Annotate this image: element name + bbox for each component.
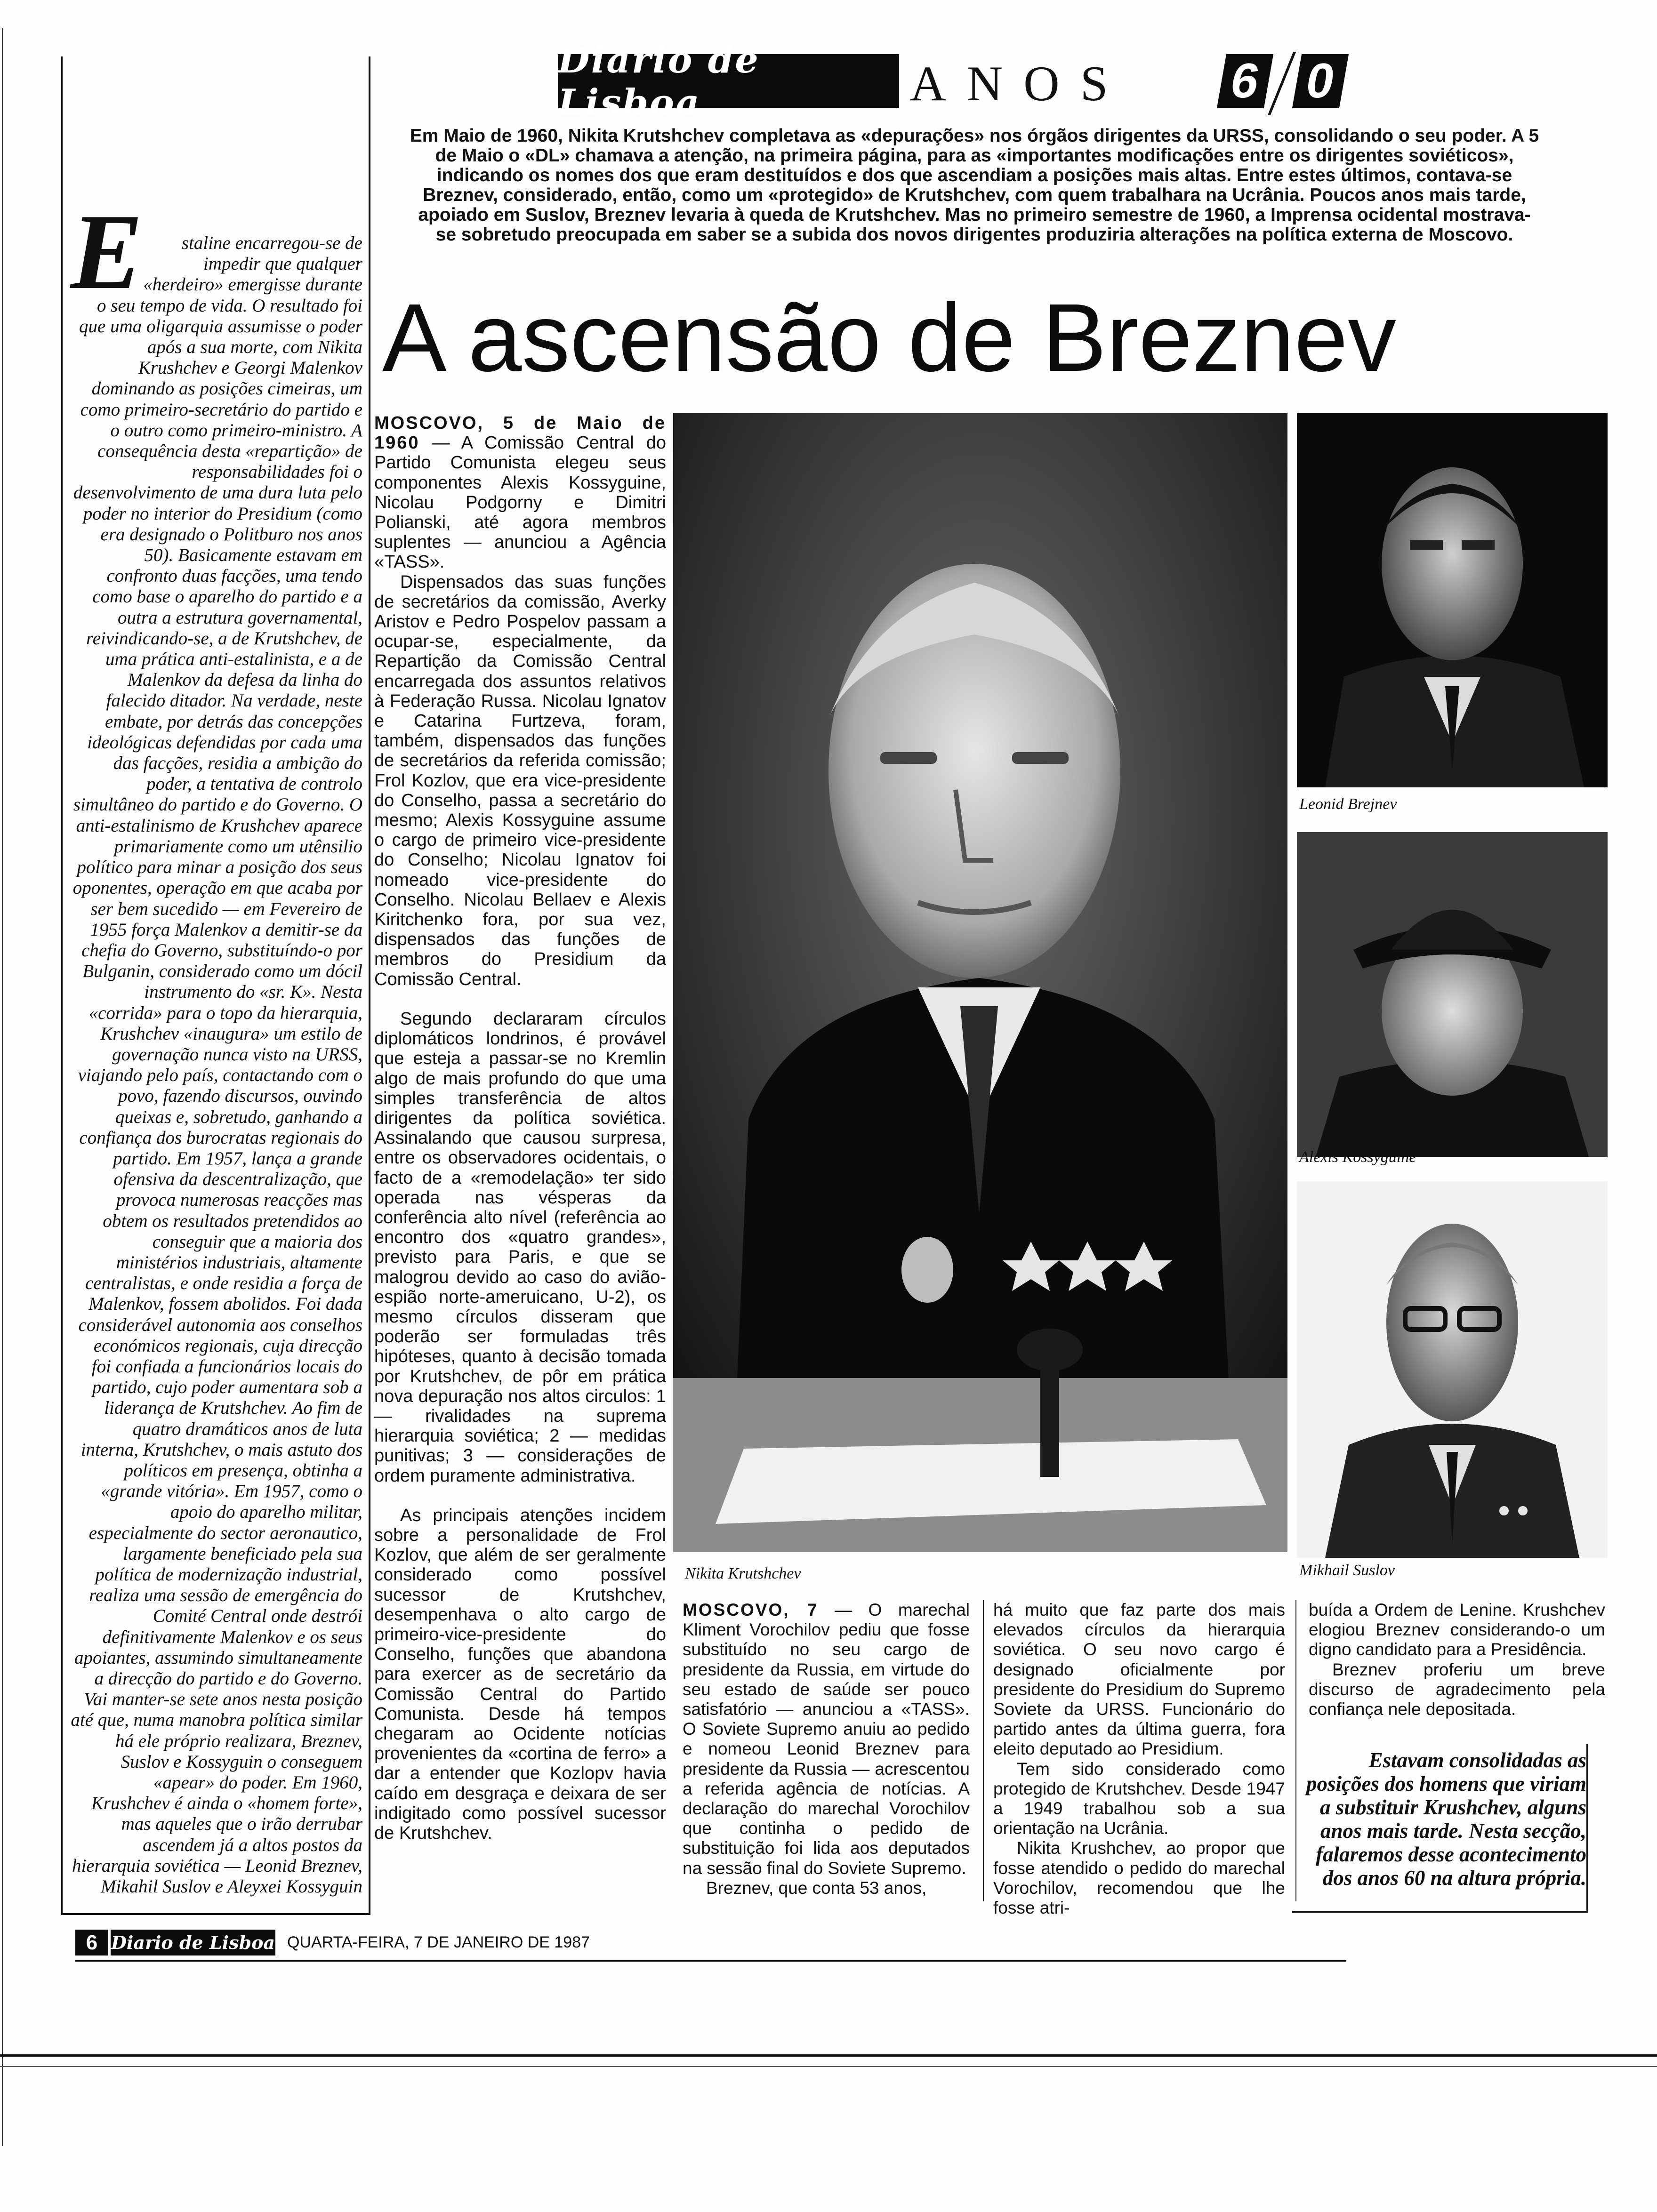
column-rule [983, 1600, 984, 1901]
article-paragraph: há muito que faz parte dos mais elevados círculos da hierarquia soviética. O seu novo cargo é designado oficialmente por presidente do Presidium do Supremo Soviete da URSS. Funcionário do partido antes da última guerra, fora eleito deputado ao Presidium. [993, 1600, 1285, 1759]
article-paragraph: Segundo declararam círculos diplomáticos londrinos, é provável que esteja a passar-se no Kremlin algo de mais profundo do que uma simples transferência de altos dirigentes da política soviética. Assinalando que causou surpresa, entre os observadores ocidentais, o facto de a «remodelação» ter sido operada nas vésperas da conferência alto nível (referência ao encontro dos «quatro grandes», previsto para Paris, e que se malogrou devido ao caso do avião-espião norte-ameruicano, U-2), os mesmo círculos disseram que poderão ser formuladas três hipóteses, quanto à decisão tomada por Krutshchev, de pôr em prática nova depuração nos altos circulos: 1 — rivalidades na suprema hierarquia soviética; 2 — medidas punitivas; 3 — considerações de ordem puramente administrativa. [374, 1009, 666, 1486]
masthead-title: Diario de Lisboa [558, 38, 760, 124]
article-column-3 [993, 1600, 1285, 1918]
photo-brejnev [1297, 413, 1608, 787]
anniversary-digit-zero: 0 [1292, 54, 1349, 108]
article-text: — O marechal Kliment Vorochilov pediu que fosse substituído no seu cargo de presidente da Russia, em virtude do seu estado de saúde ser pouco satisfatório — anunciou a «TASS». O Soviete Supremo anuiu ao pedido e nomeou Leonid Breznev para presidente da Russia — acrescentou a referida agência de notícias. A declaração do marechal Vorochilov que continha o pedido de substituição foi lida aos deputados na sessão final do Soviete Supremo. [683, 1600, 970, 1878]
article-paragraph: As principais atenções incidem sobre a personalidade de Frol Kozlov, que além de ser geralmente considerado como possível sucessor de Krutshchev, desempenhava o alto cargo de primeiro-vice-presidente do Conselho, funções que abandona para exercer as de secretário da Comissão Central do Partido Comunista. Desde há tempos chegaram ao Ocidente notícias provenientes da «cortina de ferro» a dar a entender que Kozlopv havia caído em desgraça e deixara de ser indigitado como possível sucessor de Krutshchev. [374, 1505, 666, 1843]
footer-date: QUARTA-FEIRA, 7 DE JANEIRO DE 1987 [287, 1933, 590, 1951]
article-column-2 [683, 1600, 970, 1901]
photo-suslov [1297, 1181, 1608, 1558]
photo-kossyguine [1297, 832, 1608, 1157]
anniversary-digit-six: 6 [1217, 54, 1273, 108]
scan-edge-rule-thin [0, 2066, 1657, 2067]
page-footer [75, 1930, 734, 1958]
article-paragraph: Nikita Krushchev, ao propor que fosse atendido o pedido do marechal Vorochilov, recomendou que lhe fosse atri- [993, 1838, 1285, 1918]
sidebar-column [71, 233, 362, 1908]
caption-suslov: Mikhail Suslov [1299, 1562, 1395, 1579]
page-number: 6 [75, 1930, 108, 1956]
article-paragraph: Breznev proferiu um breve discurso de agradecimento pela confiança nele depositada. [1309, 1659, 1605, 1719]
article-column-4 [1309, 1600, 1605, 1741]
anos-label: ANOS [910, 56, 1129, 111]
article-paragraph: Breznev, que conta 53 anos, [706, 1878, 927, 1898]
intro-paragraph: Em Maio de 1960, Nikita Krutshchev completava as «depurações» nos órgãos dirigentes da URSS, consolidando o seu poder. A 5 de Maio o «DL» chamava a atenção, na primeira página, para as «importantes modificações entre os dirigentes soviéticos», indicando os nomes dos que eram destituídos e dos que ascendiam a posições mais altas. Entre estes últimos, contava-se Breznev, considerado, então, como um «protegido» de Krutshchev, com quem trabalhara na Ucrânia. Poucos anos mais tarde, apoiado em Suslov, Breznev levaria à queda de Krutshchev. Mas no primeiro semestre de 1960, a Imprensa ocidental mostrava-se sobretudo preocupada em saber se a subida dos novos dirigentes produziria alterações na política externa de Moscovo. [410, 126, 1539, 245]
footer-rule [75, 1960, 1346, 1962]
dateline: MOSCOVO, 5 de Maio de 1960 [374, 413, 666, 453]
caption-main-photo: Nikita Krutshchev [685, 1565, 801, 1582]
margin-rule [2, 28, 3, 2146]
dateline: MOSCOVO, 7 [683, 1600, 819, 1619]
article-paragraph [683, 1600, 970, 1878]
headline: A ascensão de Breznev [382, 284, 1396, 392]
masthead-logo [558, 38, 899, 124]
sidebar-text: staline encarregou-se de impedir que qualquer «herdeiro» emergisse durante o seu tempo de vida. O resultado foi que uma oligarquia assumisse o poder após a sua morte, com Nikita Krushchev e Georgi Malenkov dominando as posições cimeiras, um como primeiro-secretário do partido e o outro como primeiro-ministro. A consequência desta «repartição» de responsabilidades foi o desenvolvimento de uma dura luta pelo poder no interior do Presidium (como era designado o Politburo nos anos 50). Basicamente estavam em confronto duas facções, uma tendo como base o aparelho do partido e a outra a estrutura governamental, reivindicando-se, a de Krutshchev, de uma prática anti-estalinista, e a de Malenkov da defesa da linha do falecido ditador. Na verdade, neste embate, por detrás das concepções ideológicas defendidas por cada uma das facções, residia a ambição do poder, a tentativa de controlo simultâneo do partido e do Governo. O anti-estalinismo de Krushchev aparece primariamente como um utênsilio político para minar a posição dos seus oponentes, operação em que acaba por ser bem sucedido — em Fevereiro de 1955 força Malenkov a demitir-se da chefia do Governo, substituíndo-o por Bulganin, considerado como um dócil instrumento do «sr. K». Nesta «corrida» para o topo da hierarquia, Krushchev «inaugura» um estilo de governação nunca visto na URSS, viajando pelo país, contactando com o povo, fazendo discursos, ouvindo queixas e, sobretudo, ganhando a confiança dos burocratas regionais do partido. Em 1957, lança a grande ofensiva da descentralização, que provoca numerosas reacções mas obtem os resultados pretendidos ao conseguir que a maioria dos ministérios industriais, altamente centralistas, e onde residia a força de Malenkov, fossem abolidos. Foi dada considerável autonomia aos conselhos económicos regionais, cuja direcção foi confiada a funcionários locais do partido, cujo poder aumentara sob a liderança de Krutshchev. Ao fim de quatro dramáticos anos de luta interna, Krutshchev, o mais astuto dos políticos em presença, obtinha a «grande vitória». Em 1957, como o apoio do aparelho militar, especialmente do sector aeronautico, largamente beneficiado pela sua política de modernização industrial, realiza uma sessão de emergência do Comité Central onde destrói definitivamente Malenkov e os seus apoiantes, assumindo simultaneamente a direcção do partido e do Governo. Vai manter-se sete anos nesta posição até que, numa manobra política similar há ele próprio realizara, Breznev, Suslov e Kossyguin o conseguem «apear» do poder. Em 1960, Krushchev é ainda o «homem forte», mas aqueles que o irão derrubar ascendem já a altos postos da hierarquia soviética — Leonid Breznev, Mikahil Suslov e Aleyxei Kossyguin [71, 233, 362, 1897]
caption-brejnev: Leonid Brejnev [1299, 795, 1397, 813]
drop-cap: E [71, 192, 143, 312]
photo-krutshchev [673, 413, 1287, 1552]
caption-kossyguine: Alexis Kossyguine [1299, 1148, 1416, 1166]
footer-masthead: Diario de Lisboa [111, 1930, 275, 1956]
article-column-1 [374, 413, 666, 1843]
article-paragraph: Tem sido considerado como protegido de Krutshchev. Desde 1947 a 1949 trabalhou sob a sua orientação na Ucrânia. [993, 1759, 1285, 1838]
article-paragraph: buída a Ordem de Lenine. Krushchev elogiou Breznev considerando-o um digno candidato para a Presidência. [1309, 1600, 1605, 1659]
pull-quote: Estavam consolidadas as posições dos homens que viriam a substituir Krushchev, alguns anos mais tarde. Nesta secção, falaremos desse acontecimento dos anos 60 na altura própria. [1306, 1748, 1586, 1890]
article-paragraph [374, 413, 666, 572]
article-paragraph: Dispensados das suas funções de secretários da comissão, Averky Aristov e Pedro Pospelov passam a ocupar-se, especialmente, da Repartição da Comissão Central encarregada dos assuntos relativos à Federação Russa. Nicolau Ignatov e Catarina Furtzeva, foram, também, dispensados das funções de secretários da referida comissão; Frol Kozlov, que era vice-presidente do Conselho, passa a secretário do mesmo; Alexis Kossyguine assume o cargo de primeiro vice-presidente do Conselho; Nicolau Ignatov foi nomeado vice-presidente do Conselho. Nicolau Bellaev e Alexis Kiritchenko fora, por sua vez, dispensados das funções de membros do Presidium da Comissão Central. [374, 572, 666, 989]
masthead-header [558, 38, 1339, 124]
scan-edge-rule [0, 2054, 1657, 2057]
article-text: — A Comissão Central do Partido Comunista elegeu seus componentes Alexis Kossyguine, Nicolau Podgorny e Dimitri Polianski, até agora membros suplentes — anunciou a Agência «TASS». [374, 433, 666, 572]
